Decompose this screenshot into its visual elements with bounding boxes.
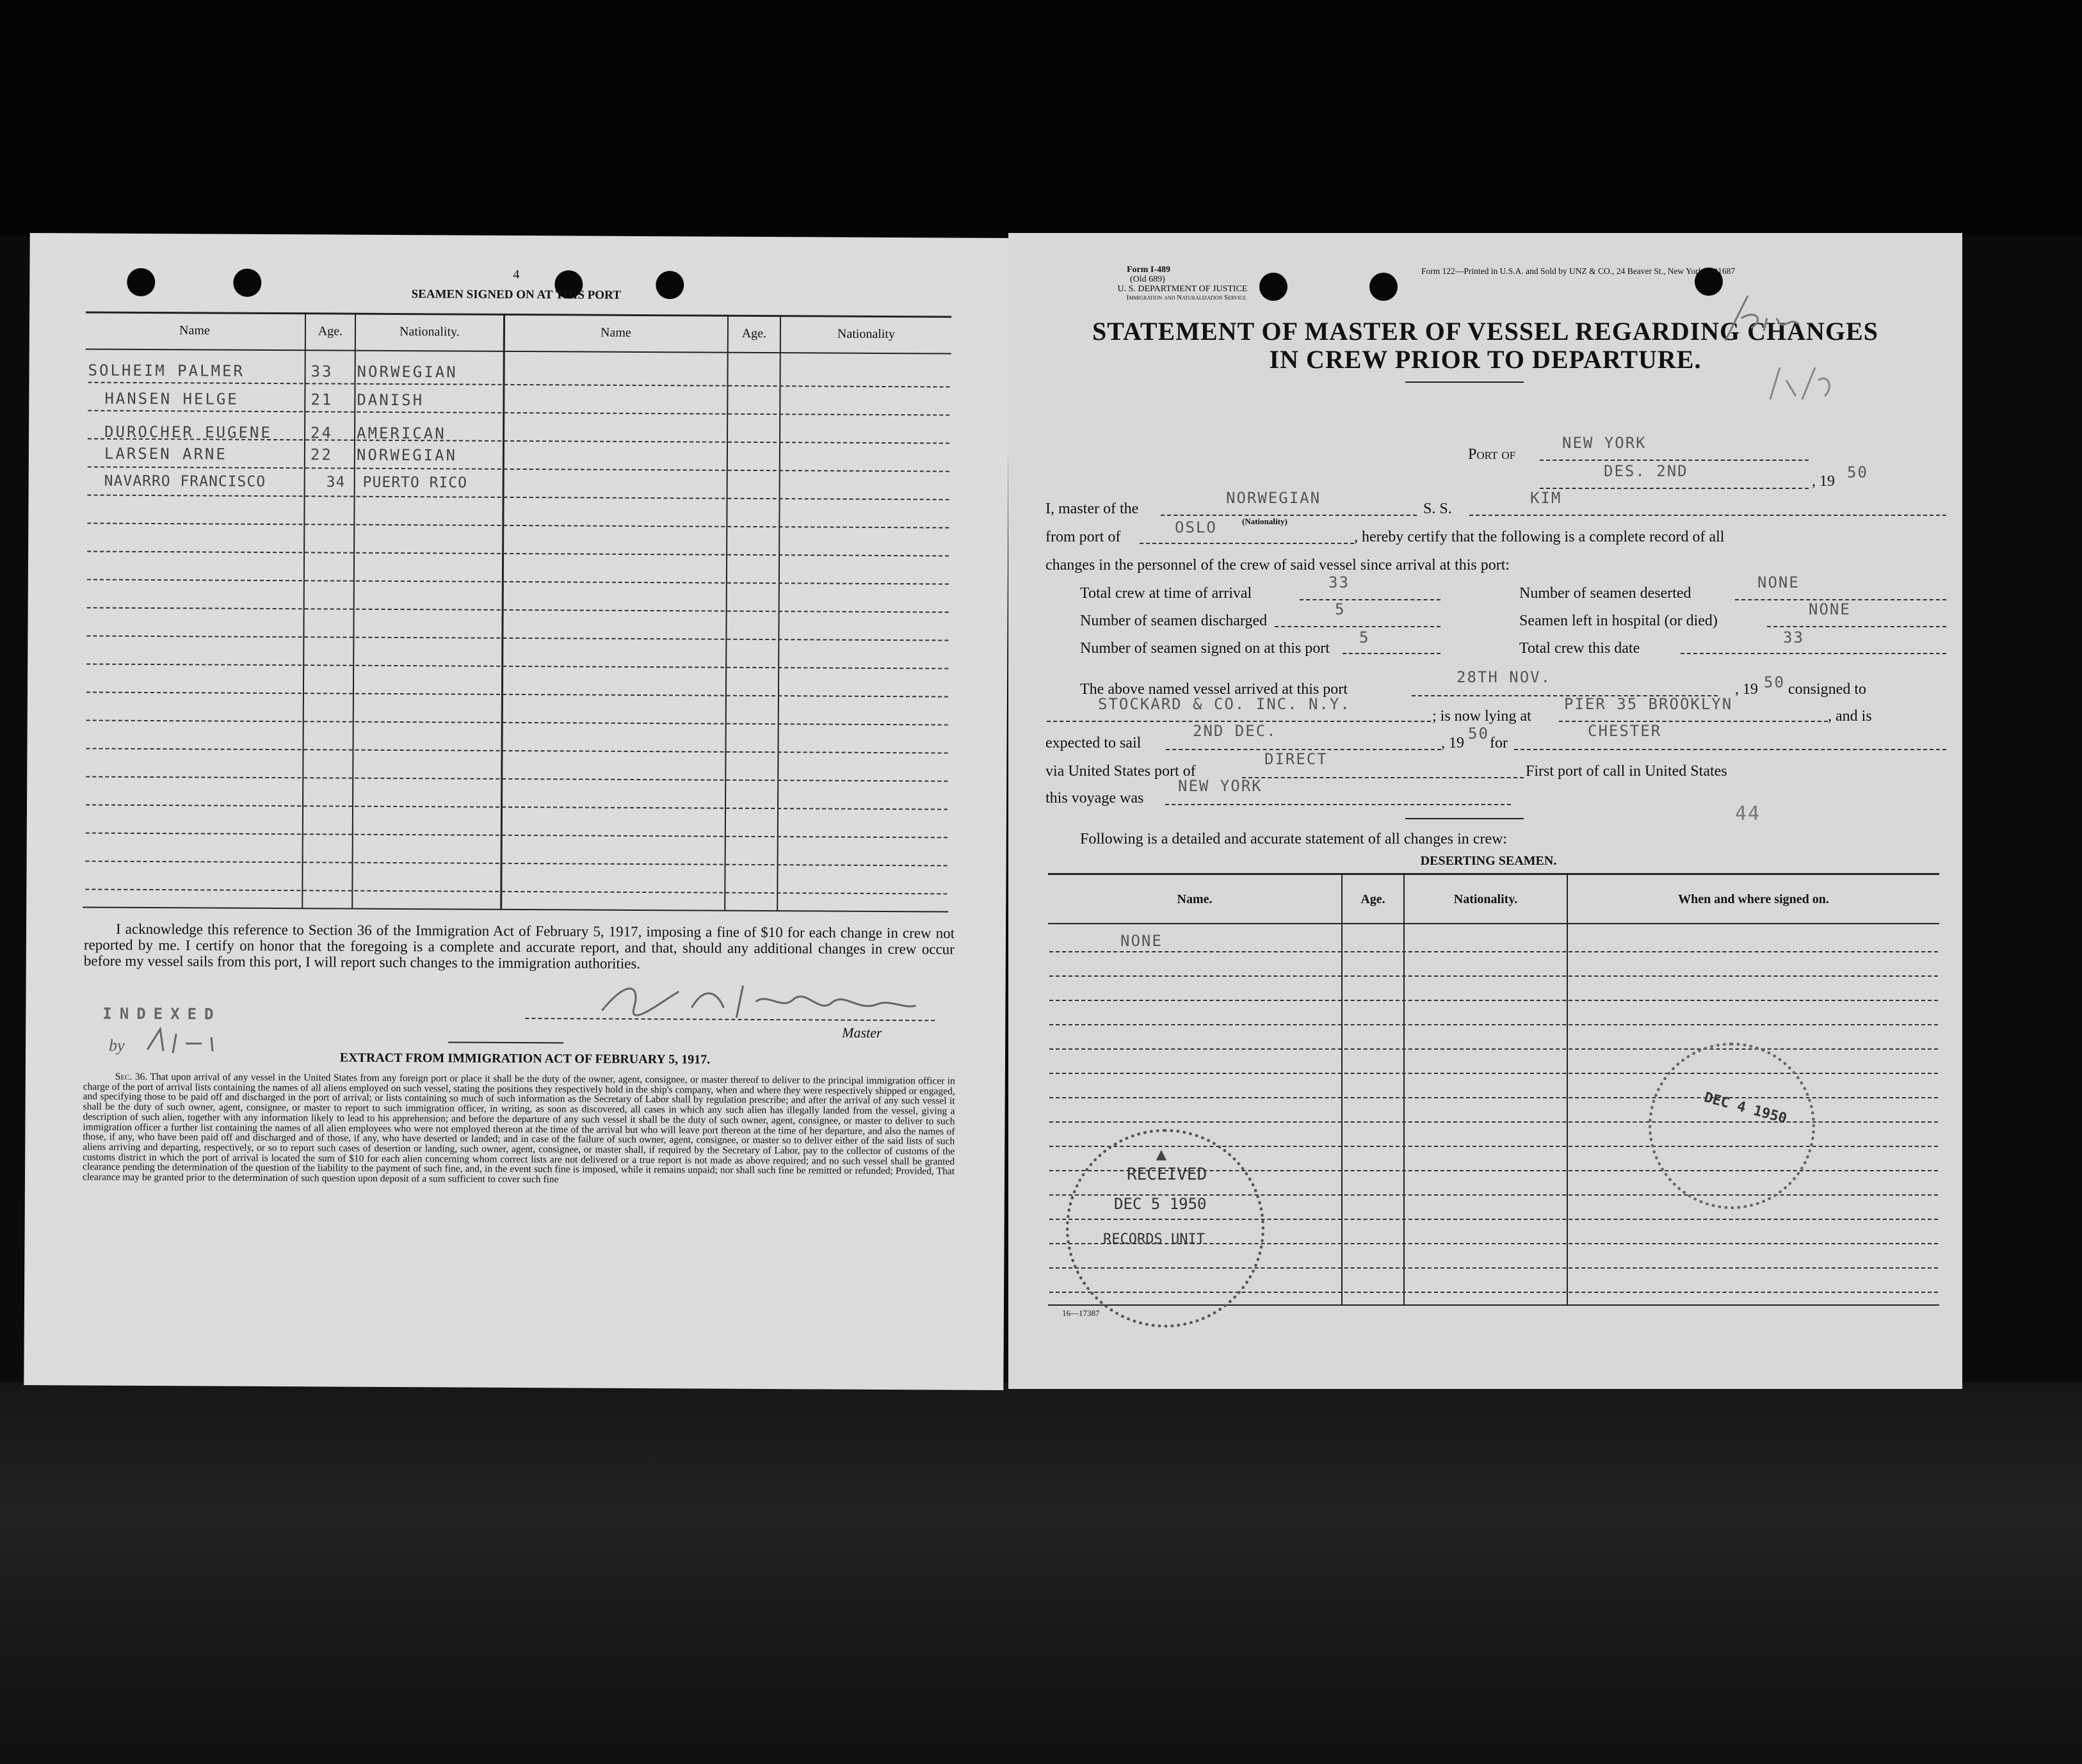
crew-nationality: NORWEGIAN: [357, 362, 458, 381]
left-page: [24, 233, 1009, 1390]
following-text: Following is a detailed and accurate statement of all changes in crew:: [1080, 831, 1508, 847]
arrived-year-prefix: , 19: [1735, 681, 1758, 698]
indexed-by: by: [109, 1036, 125, 1055]
crew-nationality: NORWEGIAN: [356, 445, 458, 465]
column-header: Name: [600, 325, 631, 340]
punch-hole-icon: [233, 269, 261, 297]
consigned-text: consigned to: [1788, 681, 1866, 698]
date-value: DES. 2ND: [1604, 462, 1688, 480]
hospital-label: Seamen left in hospital (or died): [1519, 613, 1718, 629]
voyage-text: this voyage was: [1045, 790, 1144, 806]
clearance-stamp: [1649, 1043, 1815, 1209]
nationality-caption: (Nationality): [1242, 517, 1287, 526]
crew-nationality: AMERICAN: [357, 424, 446, 443]
printer-line: Form 122—Printed in U.S.A. and Sold by UNZ & CO., 24 Beaver St., New York —41687: [1421, 266, 1736, 276]
sail-year: 50: [1468, 725, 1489, 742]
master-of-label: I, master of the: [1045, 501, 1139, 517]
crew-age: 33: [311, 362, 334, 381]
arrived-text: The above named vessel arrived at this port: [1080, 681, 1348, 698]
page-number: 4: [513, 267, 520, 282]
nationality-value: NORWEGIAN: [1226, 489, 1321, 507]
deserting-heading: DESERTING SEAMEN.: [1420, 854, 1557, 868]
arrived-date: 28TH NOV.: [1457, 668, 1552, 686]
deserted-label: Number of seamen deserted: [1519, 585, 1691, 602]
year-prefix: , 19: [1812, 473, 1835, 490]
ship-name: KIM: [1530, 489, 1562, 507]
from-port-value: OSLO: [1175, 518, 1217, 536]
column-header: Name: [179, 323, 210, 338]
extract-body-text: That upon arrival of any vessel in the United States from any foreign port or place it shall be the duty of the owner, agent, consignee, or master thereof to deliver to the principal immigration officer in charge of the port of arrival lists containing the names of all aliens employed on such vessel, stating the positions they respectively hold in the ship's company, when and where they were respectively shipped or engaged, and specifying those to be paid off and discharged in the port of arrival; or lists containing so much of such information as the Secretary of Labor shall by regulation prescribe; and after the arrival of any such vessel it shall be the duty of such owner, agent, consignee, or master to report to such immigration officer, in writing, as soon as discovered, all cases in which any such alien has illegally landed from the vessel, giving a description of such alien, together with any information likely to lead to his apprehension; and before the departure of any such vessel it shall be the duty of such owner, agent, consignee, or master to deliver to such immigration officer a further list containing the names of all alien employees who were not employed thereon at the time of the arrival but who will leave port thereon at the time of her departure, and also the names of those, if any, who have been paid off and discharged and of those, if any, who have deserted or landed; and in case of the failure of such owner, agent, consignee, or master so to deliver either of the said lists of such aliens arriving and departing, respectively, or so to report such cases of desertion or landing, such owner, agent, consignee, or master shall, if required by the Secretary of Labor, pay to the collector of customs of the customs district in which the port of arrival is located the sum of $10 for each alien concerning whom correct lists are not delivered or a true report is not made as above required; and no such vessel shall be granted clearance pending the determination of the question of the liability to the payment of such fine, and, in the event such fine is imposed, while it remains unpaid; nor shall such fine be remitted or refunded; Provided, That clearance may be granted prior to the determination of such question upon deposit of a sum sufficient to cover such fine: [82, 1071, 955, 1185]
form-footer: 16—17387: [1062, 1308, 1100, 1318]
sail-year-prefix: , 19: [1441, 735, 1464, 751]
crew-nationality: DANISH: [357, 390, 424, 410]
clearance-stamp-date: DEC 4 1950: [1702, 1089, 1789, 1127]
right-page: [1008, 233, 1962, 1389]
document-title-line1: STATEMENT OF MASTER OF VESSEL REGARDING CHANGES: [1092, 317, 1878, 346]
voyage-value: NEW YORK: [1178, 777, 1263, 795]
crew-name: DUROCHER EUGENE: [104, 422, 272, 442]
section-heading: SEAMEN SIGNED ON AT THIS PORT: [411, 287, 621, 302]
deserted-value: NONE: [1757, 573, 1800, 591]
indexer-initials: [141, 1024, 224, 1057]
via-text: via United States port of: [1045, 763, 1196, 780]
arrow-up-icon: ▲: [1152, 1145, 1170, 1165]
hospital-value: NONE: [1809, 600, 1851, 618]
scan-background-top: [0, 0, 2082, 237]
extract-section-number: Sec. 36.: [115, 1071, 148, 1082]
deserting-value: NONE: [1120, 932, 1163, 950]
crew-name: LARSEN ARNE: [104, 444, 227, 463]
expected-text: expected to sail: [1045, 735, 1142, 751]
received-stamp-unit: RECORDS UNIT: [1103, 1231, 1205, 1247]
lying-value: PIER 35 BROOKLYN: [1564, 695, 1733, 713]
total-arrival-value: 33: [1328, 573, 1350, 591]
extract-body: [83, 1071, 955, 1187]
from-port-label: from port of: [1045, 529, 1121, 545]
master-label: Master: [842, 1024, 882, 1041]
department: U. S. DEPARTMENT OF JUSTICE: [1117, 284, 1248, 294]
column-header: Nationality.: [1453, 892, 1518, 906]
crew-nationality: PUERTO RICO: [362, 474, 468, 492]
received-stamp-date: DEC 5 1950: [1114, 1195, 1207, 1213]
discharged-label: Number of seamen discharged: [1080, 613, 1268, 629]
received-stamp-label: RECEIVED: [1127, 1165, 1207, 1184]
changes-text: changes in the personnel of the crew of said vessel since arrival at this port:: [1045, 557, 1510, 573]
total-date-label: Total crew this date: [1519, 640, 1640, 657]
lying-text: ; is now lying at: [1432, 708, 1531, 725]
certify-text: , hereby certify that the following is a complete record of all: [1354, 529, 1725, 545]
port-value: NEW YORK: [1562, 434, 1647, 452]
column-header: Age.: [741, 326, 767, 341]
ss-label: S. S.: [1423, 501, 1452, 517]
scan-background-bottom: [0, 1383, 2082, 1764]
signed-on-value: 5: [1359, 629, 1370, 646]
crew-name: NAVARRO FRANCISCO: [104, 472, 266, 490]
crew-age: 34: [326, 474, 346, 491]
column-header: When and where signed on.: [1678, 892, 1829, 906]
crew-name: HANSEN HELGE: [104, 389, 239, 408]
discharged-value: 5: [1335, 600, 1346, 618]
via-value: DIRECT: [1264, 750, 1328, 768]
consignee-value: STOCKARD & CO. INC. N.Y.: [1098, 695, 1351, 713]
destination-value: CHESTER: [1588, 722, 1662, 740]
and-is-text: , and is: [1828, 708, 1872, 725]
total-arrival-label: Total crew at time of arrival: [1080, 585, 1252, 602]
signed-on-label: Number of seamen signed on at this port: [1080, 640, 1330, 657]
punch-hole-icon: [1369, 273, 1398, 301]
port-label: Port of: [1468, 446, 1516, 463]
sail-date: 2ND DEC.: [1193, 722, 1277, 740]
page-stamp-number: 44: [1735, 803, 1761, 825]
punch-hole-icon: [127, 268, 155, 296]
for-text: for: [1490, 735, 1508, 751]
column-header: Age.: [1360, 892, 1385, 906]
form-old-number: (Old 689): [1130, 275, 1165, 284]
total-date-value: 33: [1783, 629, 1804, 646]
column-header: Nationality.: [399, 325, 460, 339]
first-port-text: First port of call in United States: [1526, 763, 1727, 780]
form-number: Form I-489: [1127, 265, 1171, 275]
crew-age: 21: [311, 390, 334, 409]
extract-title: EXTRACT FROM IMMIGRATION ACT OF FEBRUARY 5, 1917.: [339, 1050, 711, 1067]
arrived-year: 50: [1764, 673, 1785, 691]
handwritten-annotation: [1713, 289, 1802, 347]
acknowledgement-text: I acknowledge this reference to Section 36 of the Immigration Act of February 5, 1917, imposing a fine of $10 for each change in crew not reported by me. I certify on honor that the foregoing is a complete and accurate report, and that, should any additional changes in crew occur before my vessel sails from this port, I will report such changes to the immigration authorities.: [83, 920, 955, 972]
crew-age: 24: [311, 424, 334, 442]
master-signature: [589, 972, 922, 1032]
crew-age: 22: [310, 445, 333, 464]
crew-name: SOLHEIM PALMER: [88, 361, 245, 380]
column-header: Nationality: [837, 326, 895, 342]
indexed-stamp: INDEXED: [102, 1004, 222, 1023]
column-header: Age.: [318, 324, 343, 339]
service-name: Immigration and Naturalization Service: [1126, 294, 1247, 301]
handwritten-date: [1764, 361, 1841, 406]
column-header: Name.: [1177, 892, 1213, 906]
year-value: 50: [1847, 463, 1868, 481]
document-title-line2: IN CREW PRIOR TO DEPARTURE.: [1269, 345, 1702, 374]
